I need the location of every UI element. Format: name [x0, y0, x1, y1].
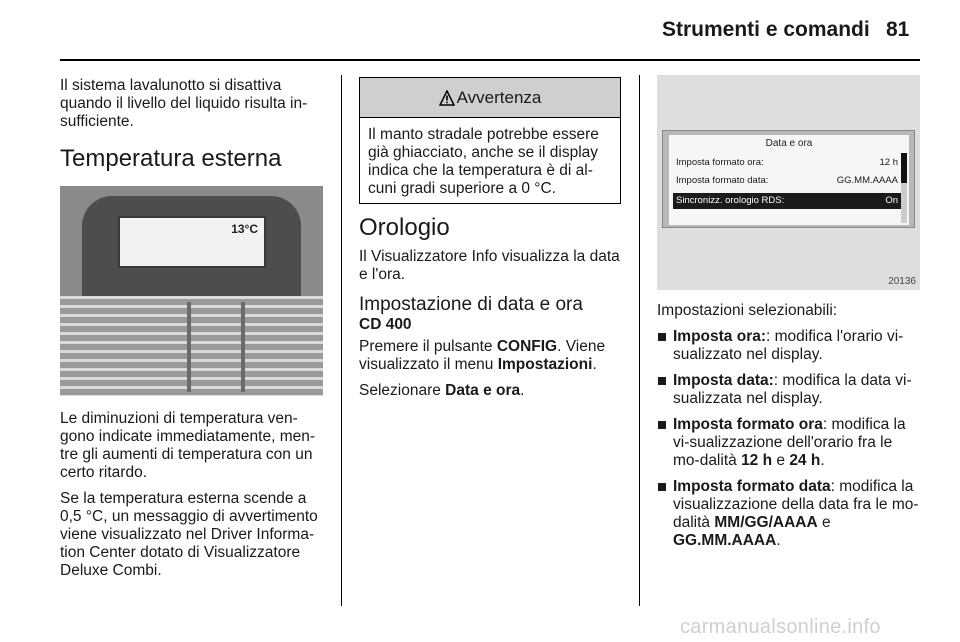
settings-intro: Impostazioni selezionabili:	[657, 302, 838, 319]
display-photo	[657, 75, 920, 290]
model-label: CD 400	[359, 316, 412, 333]
dashboard-display	[118, 216, 266, 268]
list-item: Imposta formato data: modifica la visualizzazione della data fra le mo-dalità MM/GG/AAAA e GG.MM.AAAA.	[657, 478, 923, 550]
temperature-paragraph-2: Se la temperatura esterna scende a 0,5 °C, un messaggio di avvertimento viene visualizzato nel Driver Informa-tion Center dotato di Visualizzatore Deluxe Combi.	[60, 490, 318, 579]
watermark: carmanualsonline.info	[680, 616, 881, 638]
config-paragraph: Premere il pulsante CONFIG. Viene visualizzato il menu Impostazioni.	[359, 338, 606, 373]
warning-text: Il manto stradale potrebbe essere già ghiacciato, anche se il display indica che la temperatura è di al-cuni gradi superiore a 0 °C.	[368, 126, 599, 197]
warning-title: Avvertenza	[456, 87, 542, 107]
list-item: Imposta formato ora: modifica la vi-sualizzazione dell'orario fra le mo-dalità 12 h e 24 h.	[657, 416, 923, 470]
menu-item-ref: Data e ora	[445, 382, 521, 399]
display-scrollbar-thumb	[901, 153, 907, 183]
column-1-lower	[60, 410, 326, 588]
display-title: Data e ora	[765, 138, 813, 149]
vent-divider	[241, 302, 245, 392]
settings-list	[657, 328, 923, 550]
clock-paragraph: Il Visualizzatore Info visualizza la data e l'ora.	[359, 248, 620, 283]
air-vents	[60, 296, 323, 396]
header-rule	[60, 59, 920, 61]
section-heading-temperatura: Temperatura esterna	[60, 145, 282, 172]
subheading-date-time: Impostazione di data e ora	[359, 294, 583, 315]
warning-box	[359, 77, 621, 204]
section-heading-orologio: Orologio	[359, 214, 450, 241]
display-panel	[662, 130, 915, 228]
column-2	[359, 214, 623, 408]
select-paragraph: Selezionare Data e ora.	[359, 382, 525, 399]
column-divider-2	[639, 75, 640, 606]
outside-temp-readout: 13°C	[231, 222, 258, 236]
display-row-selected: Sincronizz. orologio RDS: On	[673, 193, 901, 209]
column-divider-1	[341, 75, 342, 606]
image-code: 20136	[888, 276, 916, 287]
display-screen	[669, 135, 909, 225]
menu-ref: Impostazioni	[497, 356, 593, 373]
warning-header	[360, 78, 620, 118]
display-row: Imposta formato ora: 12 h	[676, 157, 898, 168]
page-number: 81	[886, 18, 910, 41]
list-item: Imposta data:: modifica la data vi-sualizzata nel display.	[657, 372, 923, 408]
column-3	[657, 302, 923, 558]
column-1	[60, 77, 326, 173]
dashboard-photo	[60, 186, 323, 396]
config-button-ref: CONFIG	[496, 338, 558, 355]
display-row: Imposta formato data: GG.MM.AAAA	[676, 175, 898, 186]
temperature-paragraph-1: Le diminuzioni di temperatura ven-gono indicate immediatamente, men-tre gli aumenti di temperatura con un certo ritardo.	[60, 410, 316, 481]
warning-triangle-icon	[439, 90, 455, 106]
intro-paragraph: Il sistema lavalunotto si disattiva quando il livello del liquido risulta in-sufficiente.	[60, 77, 308, 130]
running-header-title: Strumenti e comandi	[662, 18, 870, 41]
list-item: Imposta ora:: modifica l'orario vi-sualizzato nel display.	[657, 328, 923, 364]
vent-divider	[187, 302, 191, 392]
